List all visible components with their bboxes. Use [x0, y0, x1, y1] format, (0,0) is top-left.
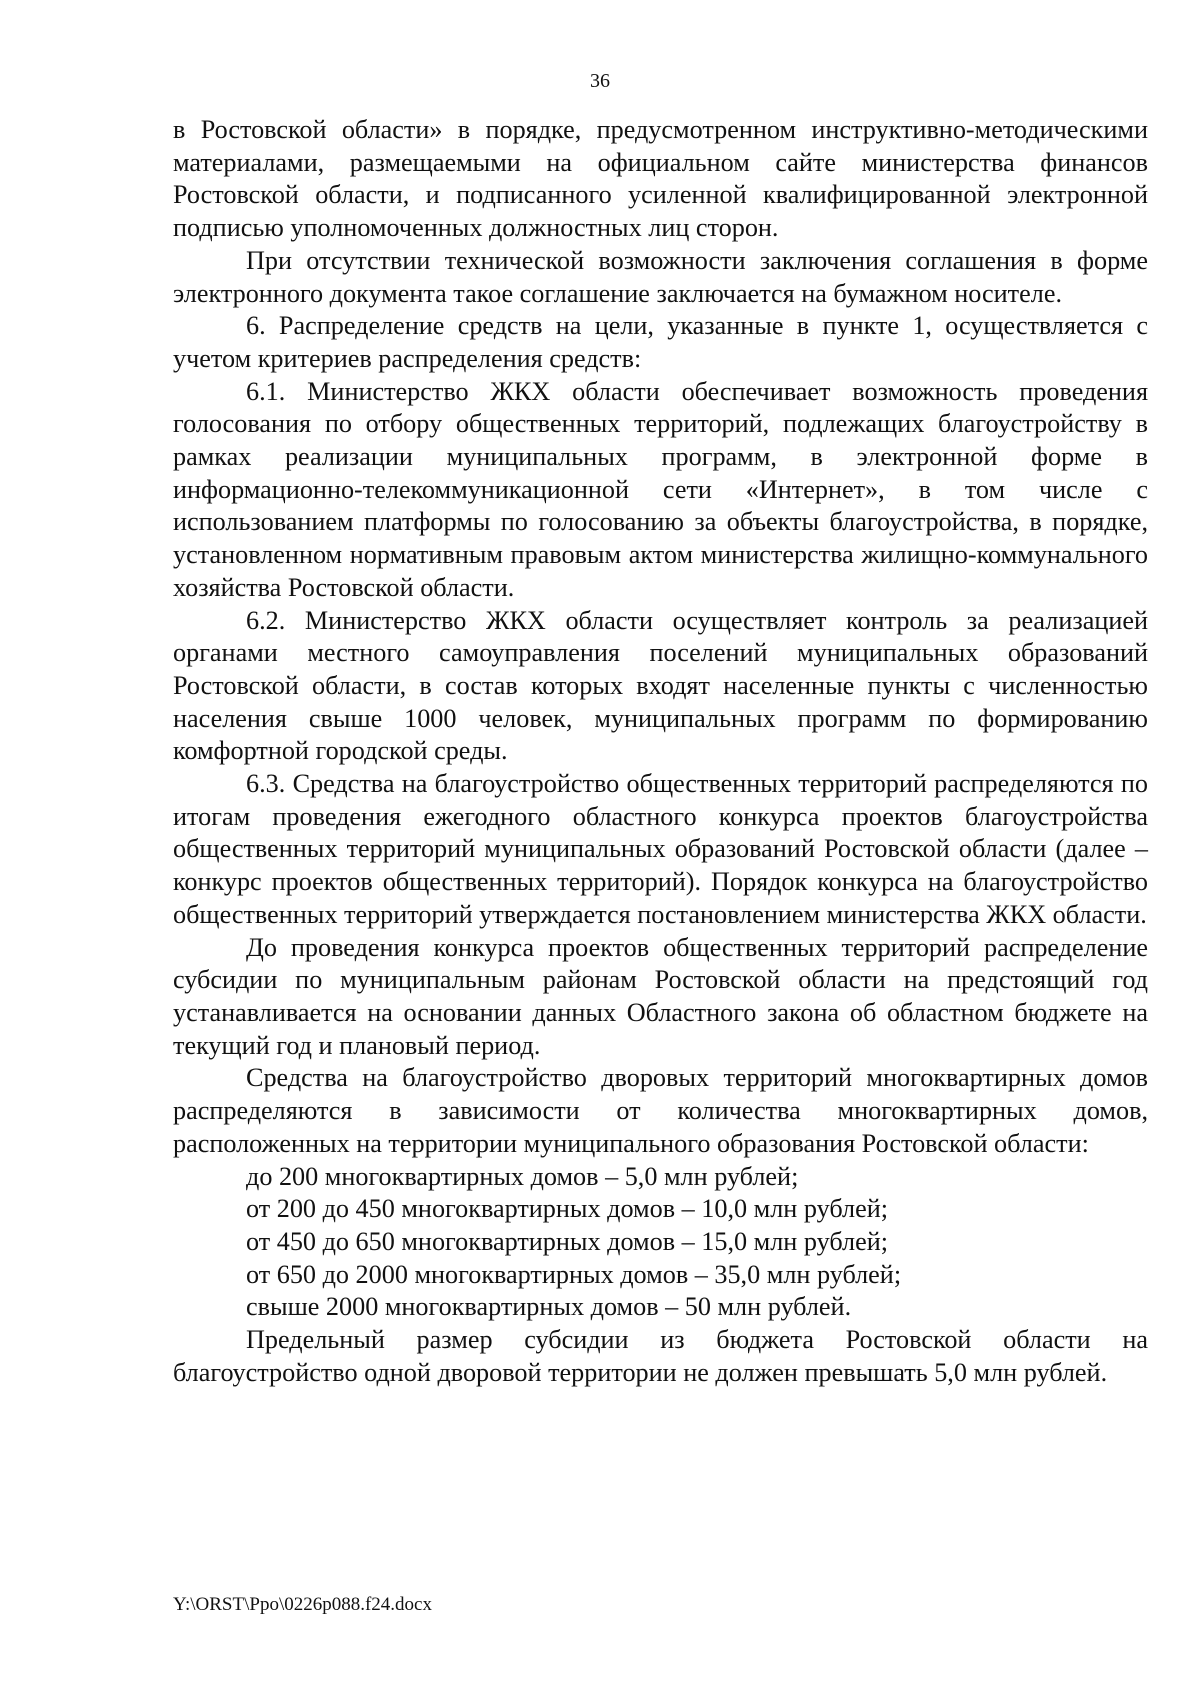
- page-number: 36: [590, 70, 610, 92]
- paragraph-6-3-contest: 6.3. Средства на благоустройство общественных территорий распределяются по итогам проведения ежегодного областного конкурса проектов благоустройства общественных территорий муниципальных образований Ростовской области (далее – конкурс проектов общественных территорий). Порядок конкурса на благоустройство общественных территорий утверждается постановлением министерства ЖКХ области.: [173, 769, 1148, 929]
- paragraph-no-technical-possibility: При отсутствии технической возможности заключения соглашения в форме электронного документа такое соглашение заключается на бумажном носителе.: [173, 245, 1148, 308]
- list-item: до 200 многоквартирных домов – 5,0 млн рублей;: [246, 1161, 799, 1191]
- paragraph-continuation: в Ростовской области» в порядке, предусмотренном инструктивно-методическими материалами, размещаемыми на официальном сайте министерства финансов Ростовской области, и подписанного усиленной квалифицированной электронной подписью уполномоченных должностных лиц сторон.: [173, 115, 1148, 243]
- list-item: от 450 до 650 многоквартирных домов – 15,0 млн рублей;: [246, 1226, 889, 1256]
- paragraph-6-1-voting: 6.1. Министерство ЖКХ области обеспечивает возможность проведения голосования по отбору общественных территорий, подлежащих благоустройству в рамках реализации муниципальных программ, в электронной форме в информационно-телекоммуникационной сети «Интернет», в том числе с использованием платформы по голосованию за объекты благоустройства, в порядке, установленном нормативным правовым актом министерства жилищно-коммунального хозяйства Ростовской области.: [173, 376, 1148, 602]
- footer-file-path: Y:\ORST\Ppo\0226p088.f24.docx: [173, 1594, 432, 1615]
- paragraph-before-contest: До проведения конкурса проектов общественных территорий распределение субсидии по муниципальным районам Ростовской области на предстоящий год устанавливается на основании данных Областного закона об областном бюджете на текущий год и плановый период.: [173, 932, 1148, 1060]
- paragraph-subsidy-limit: Предельный размер субсидии из бюджета Ростовской области на благоустройство одной дворовой территории не должен превышать 5,0 млн рублей.: [173, 1325, 1148, 1387]
- paragraph-6-distribution: 6. Распределение средств на цели, указанные в пункте 1, осуществляется с учетом критериев распределения средств:: [173, 311, 1148, 373]
- document-body: [173, 114, 1148, 1389]
- list-item: от 200 до 450 многоквартирных домов – 10,0 млн рублей;: [246, 1194, 889, 1224]
- paragraph-6-2-control: 6.2. Министерство ЖКХ области осуществляет контроль за реализацией органами местного самоуправления поселений муниципальных образований Ростовской области, в состав которых входят населенные пункты с численностью населения свыше 1000 человек, муниципальных программ по формированию комфортной городской среды.: [173, 605, 1148, 766]
- list-item: от 650 до 2000 многоквартирных домов – 35,0 млн рублей;: [246, 1259, 902, 1289]
- funding-tier-list: [173, 1161, 1148, 1325]
- list-item: свыше 2000 многоквартирных домов – 50 млн рублей.: [246, 1292, 852, 1322]
- paragraph-courtyard-funds: Средства на благоустройство дворовых территорий многоквартирных домов распределяются в зависимости от количества многоквартирных домов, расположенных на территории муниципального образования Ростовской области:: [173, 1063, 1148, 1158]
